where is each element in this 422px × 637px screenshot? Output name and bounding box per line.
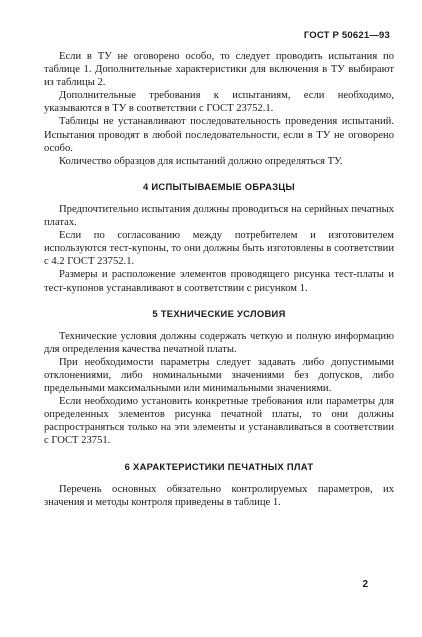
section-6-paragraph-1: Перечень основных обязательно контролируемых параметров, их значения и методы контроля приведены в таблице 1. — [44, 483, 394, 508]
section-6-heading: 6 ХАРАКТЕРИСТИКИ ПЕЧАТНЫХ ПЛАТ — [124, 460, 314, 472]
section-5-paragraph-2: При необходимости параметры следует задавать либо допустимыми отклонениями, либо номинальными значениями без допусков, либо предельными максимальными или минимальными значениями. — [44, 356, 394, 395]
section-4-paragraph-2: Если по согласованию между потребителем и изготовителем используются тест-купоны, то они должны быть изготовлены в соответствии с 4.2 ГОСТ 23752.1. — [44, 230, 394, 268]
section-5-paragraph-1: Технические условия должны содержать четкую и полную информацию для определения качества печатной платы. — [44, 330, 394, 355]
intro-paragraph-3: Таблицы не устанавливают последовательность проведения испытаний. Испытания проводят в любой последовательности, если в ТУ не оговорено особо. — [44, 116, 394, 154]
section-5-heading: 5 ТЕХНИЧЕСКИЕ УСЛОВИЯ — [152, 307, 286, 319]
intro-paragraph-4: Количество образцов для испытаний должно определяться ТУ. — [59, 155, 343, 167]
section-4-paragraph-3: Размеры и расположение элементов проводящего рисунка тест-платы и тест-купонов устанавливают в соответствии с рисунком 1. — [44, 269, 394, 294]
intro-paragraph-1: Если в ТУ не оговорено особо, то следует проводить испытания по таблице 1. Дополнительные характеристики для включения в ТУ выбирают из таблицы 2. — [44, 51, 394, 89]
standard-header: ГОСТ Р 50621—93 — [303, 30, 390, 41]
intro-paragraph-2: Дополнительные требования к испытаниям, если необходимо, указываются в ТУ в соответствии с ГОСТ 23752.1. — [44, 90, 394, 115]
page-content — [44, 50, 394, 509]
page-number: 2 — [362, 579, 368, 590]
section-4-heading: 4 ИСПЫТЫВАЕМЫЕ ОБРАЗЦЫ — [142, 180, 296, 192]
section-4-paragraph-1: Предпочтительно испытания должны проводиться на серийных печатных платах. — [44, 203, 394, 229]
section-5-paragraph-3: Если необходимо установить конкретные требования или параметры для определенных элементов рисунка печатной платы, то они должны распространяться только на эти элементы и устанавливаться в соответствии с ГОСТ 23751. — [44, 396, 394, 447]
